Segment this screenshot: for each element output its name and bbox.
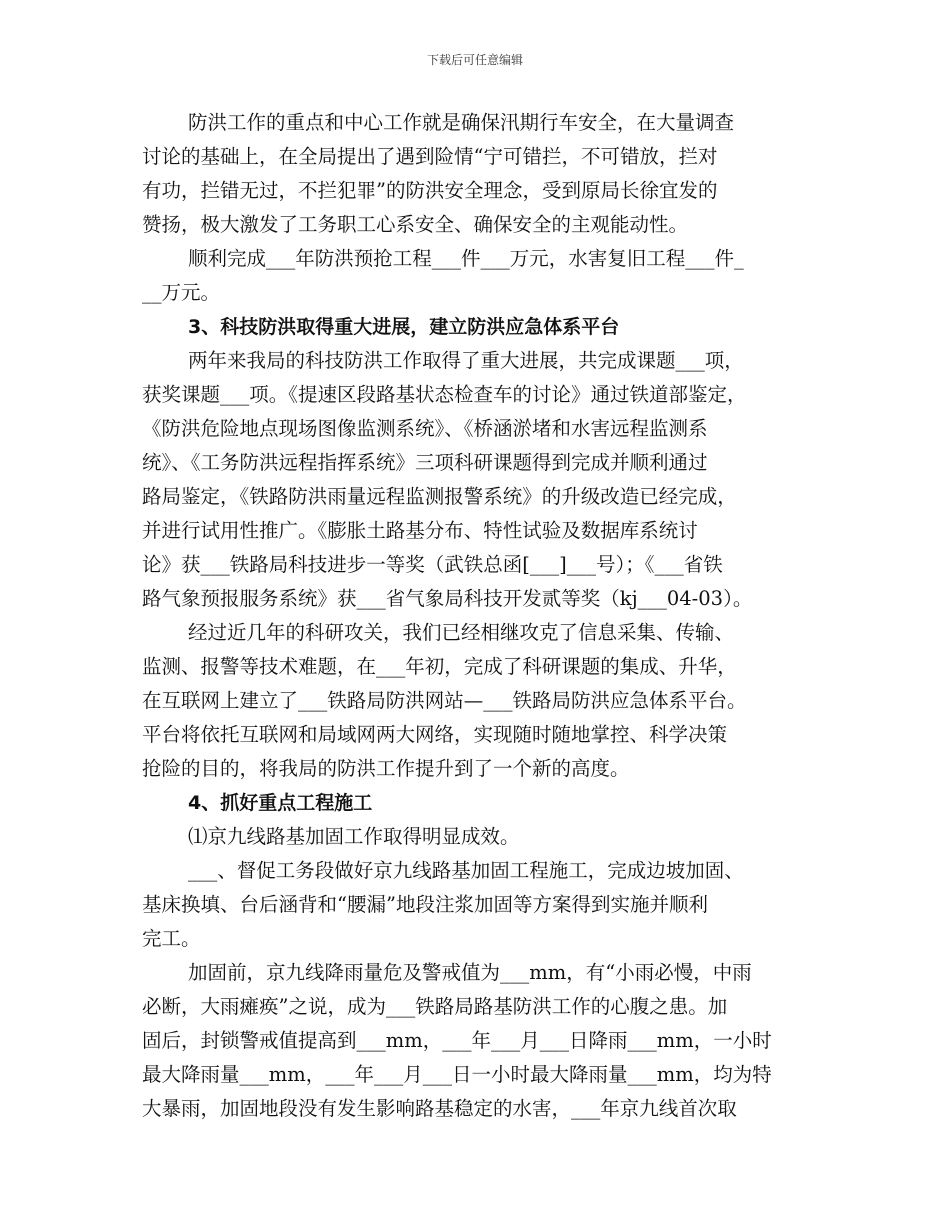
paragraph-line: 获奖课题___项。《提速区段路基状态检查车的讨论》通过铁道部鉴定，	[142, 383, 747, 406]
paragraph-line: 监测、报警等技术难题，在___年初，完成了科研课题的集成、升华，	[142, 655, 737, 678]
paragraph-line: 并进行试用性推广。《膨胀土路基分布、特性试验及数据库系统讨	[142, 519, 698, 542]
paragraph-line: 基床换填、台后涵背和“腰漏”地段注浆加固等方案得到实施并顺利	[142, 893, 708, 916]
paragraph-line: __万元。	[142, 281, 221, 304]
paragraph-line: 经过近几年的科研攻关，我们已经相继攻克了信息采集、传输、	[188, 621, 735, 644]
paragraph-line: 两年来我局的科技防洪工作取得了重大进展，共完成课题___项，	[188, 349, 744, 372]
paragraph-line: 赞扬，极大激发了工务职工心系安全、确保安全的主观能动性。	[142, 213, 689, 236]
paragraph-line: 统》、《工务防洪远程指挥系统》三项科研课题得到完成并顺利通过	[142, 451, 708, 474]
paragraph-line: 讨论的基础上，在全局提出了遇到险情“宁可错拦，不可错放，拦对	[142, 145, 718, 168]
paragraph-line: 论》获___铁路局科技进步一等奖（武铁总函[___]___号）；《___省铁	[142, 553, 723, 576]
paragraph-line: 《防洪危险地点现场图像监测系统》、《桥涵淤堵和水害远程监测系	[142, 417, 708, 440]
paragraph-line: 平台将依托互联网和局域网两大网络，实现随时随地掌控、科学决策	[142, 723, 728, 746]
subsection-heading: ⑴京九线路基加固工作取得明显成效。	[188, 825, 520, 848]
paragraph-line: ___、督促工务段做好京九线路基加固工程施工，完成边坡加固、	[188, 859, 744, 882]
paragraph-line: 路局鉴定，《铁路防洪雨量远程监测报警系统》的升级改造已经完成，	[142, 485, 737, 508]
paragraph-line: 防洪工作的重点和中心工作就是确保汛期行车安全，在大量调查	[188, 111, 735, 134]
document-body	[142, 106, 812, 1126]
paragraph-line: 在互联网上建立了___铁路局防洪网站—___铁路局防洪应急体系平台。	[142, 689, 747, 712]
paragraph-line: 路气象预报服务系统》获___省气象局科技开发贰等奖（kj___04-03）。	[142, 587, 753, 610]
paragraph-line: 抢险的目的，将我局的防洪工作提升到了一个新的高度。	[142, 757, 630, 780]
section-heading: 4、抓好重点工程施工	[188, 792, 373, 814]
paragraph-line: 大暴雨，加固地段没有发生影响路基稳定的水害，___年京九线首次取	[142, 1097, 737, 1120]
paragraph-line: 加固前，京九线降雨量危及警戒值为___mm，有“小雨必慢，中雨	[188, 961, 752, 984]
paragraph-line: 固后，封锁警戒值提高到___mm，___年___月___日降雨___mm，一小时	[142, 1029, 772, 1052]
page-header-note: 下载后可任意编辑	[426, 53, 523, 67]
paragraph-line: 有功，拦错无过，不拦犯罪”的防洪安全理念，受到原局长徐宜发的	[142, 179, 718, 202]
paragraph-line: 最大降雨量___mm，___年___月___日一小时最大降雨量___mm，均为特	[142, 1063, 772, 1086]
paragraph-line: 顺利完成___年防洪预抢工程___件___万元，水害复旧工程___件_	[188, 247, 744, 270]
paragraph-line: 完工。	[142, 927, 201, 950]
paragraph-line: 必断，大雨瘫痪”之说，成为___铁路局路基防洪工作的心腹之患。加	[142, 995, 728, 1018]
section-heading: 3、科技防洪取得重大进展，建立防洪应急体系平台	[188, 316, 620, 338]
